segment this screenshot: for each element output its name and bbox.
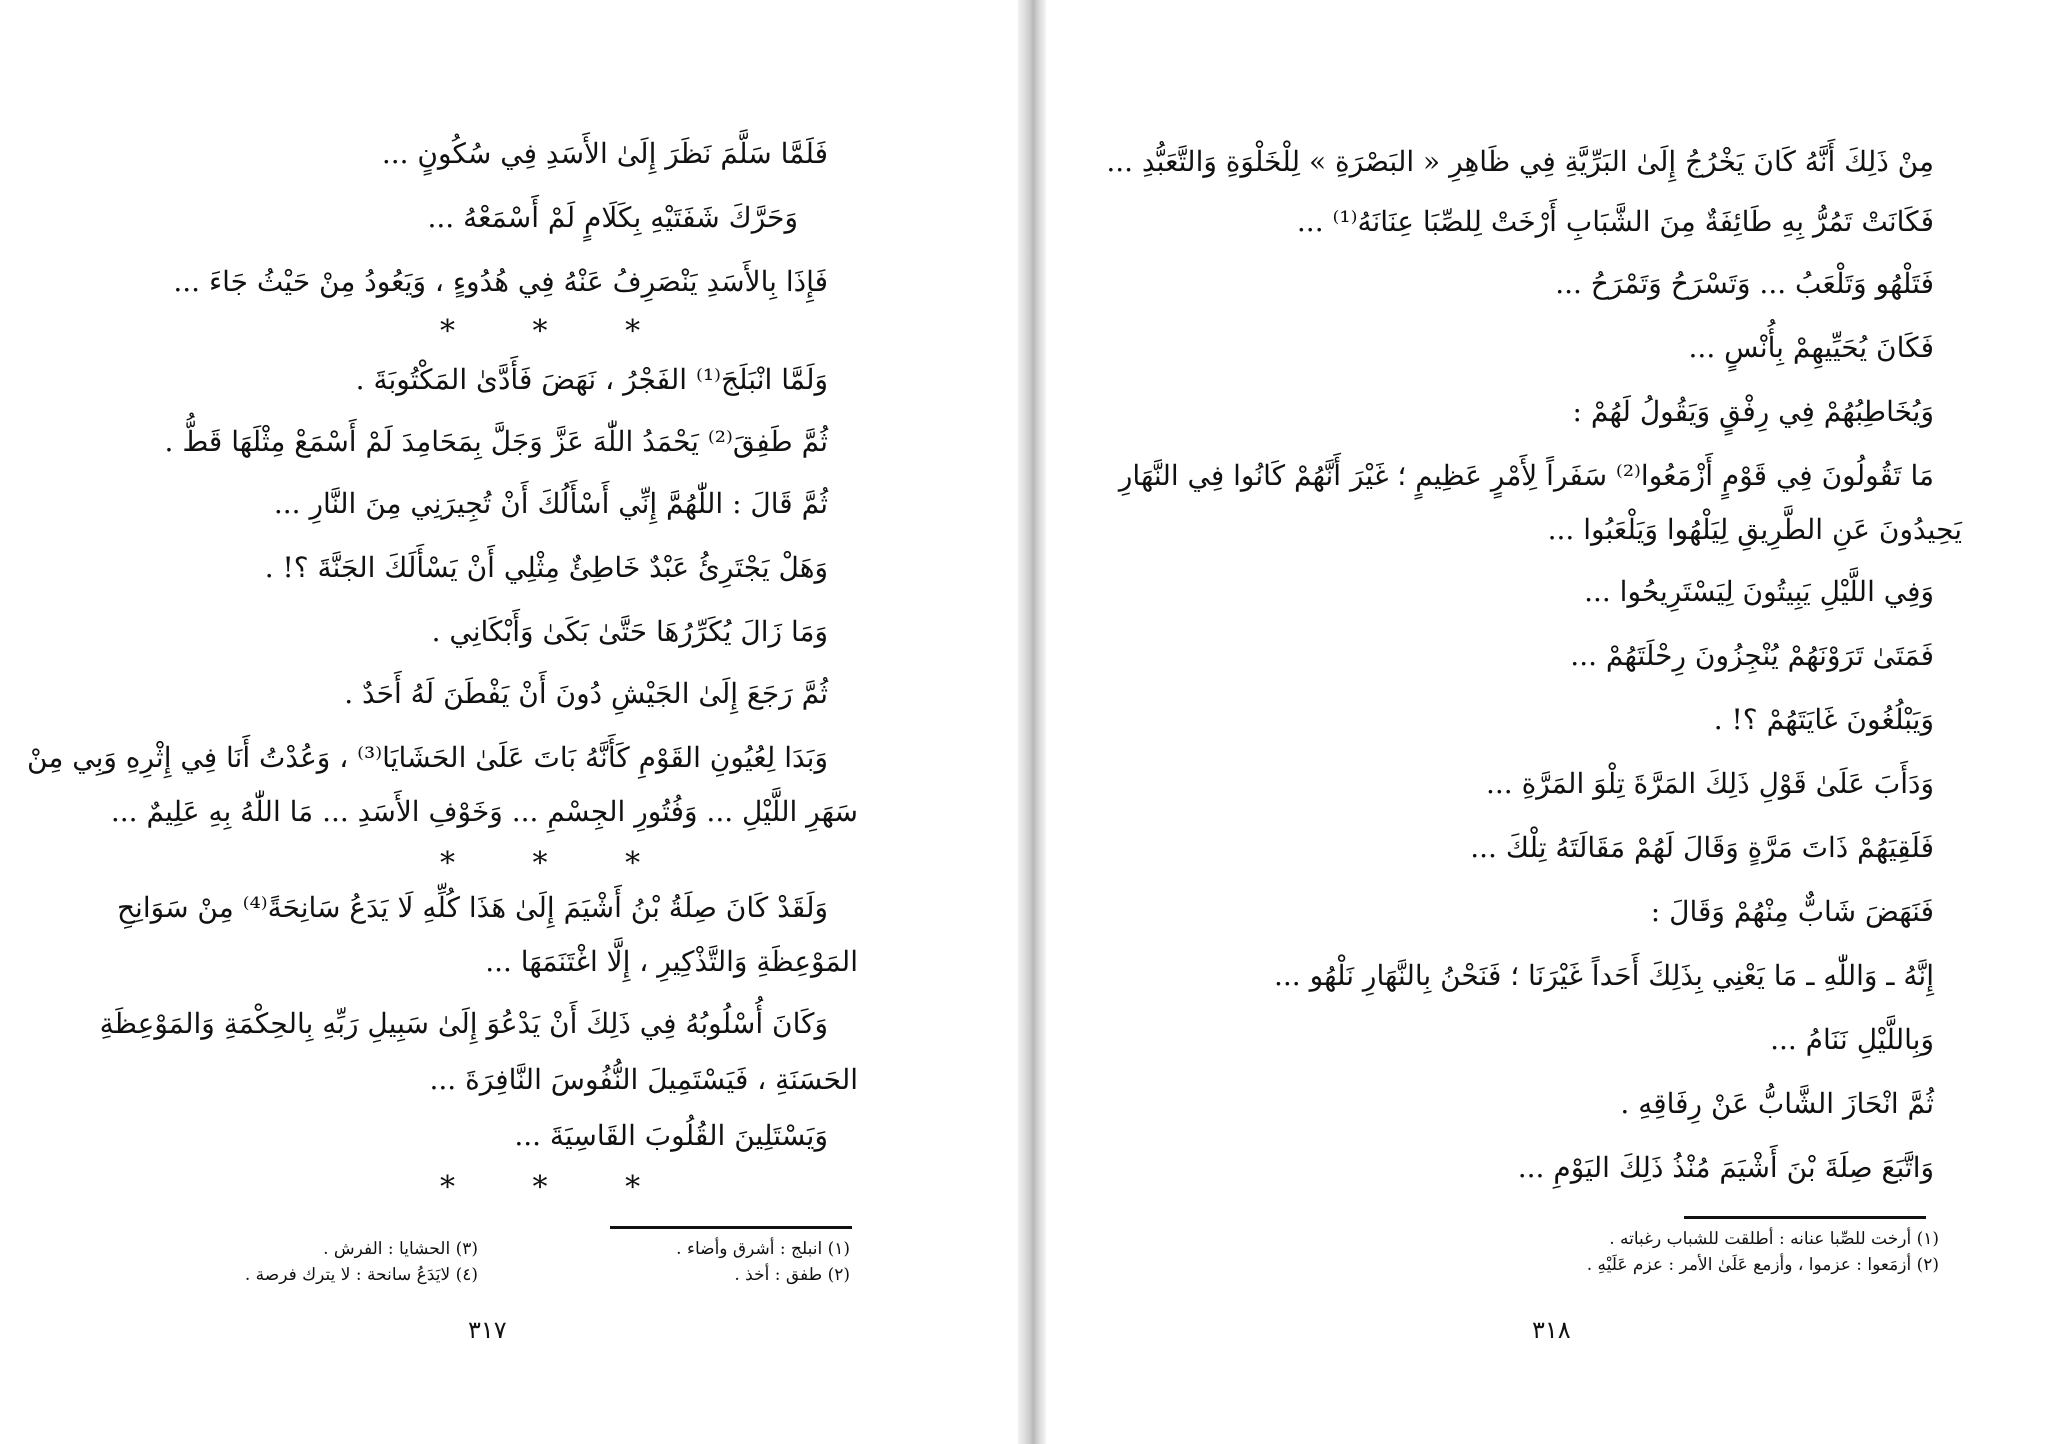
- text-line: وَحَرَّكَ شَفَتَيْهِ بِكَلَامٍ لَمْ أَسْمَعْهُ ...: [427, 201, 798, 234]
- footnote: (٢) طفق : أخذ .: [734, 1265, 850, 1285]
- text-line: وَكَانَ أُسْلُوبُهُ فِي ذَلِكَ أَنْ يَدْعُوَ إِلَىٰ سَبِيلِ رَبِّهِ بِالحِكْمَةِ وَالمَوْعِظَةِ: [99, 1007, 828, 1040]
- text-line: الحَسَنَةِ ، فَيَسْتَمِيلَ النُّفُوسَ النَّافِرَةَ ...: [429, 1063, 858, 1096]
- text-line: وَهَلْ يَجْتَرِئُ عَبْدٌ خَاطِئٌ مِثْلِي أَنْ يَسْأَلَكَ الجَنَّةَ ؟! .: [264, 551, 828, 584]
- text-line: وَيُخَاطِبُهُمْ فِي رِفْقٍ وَيَقُولُ لَهُمْ :: [1572, 395, 1934, 428]
- text-line: فَلَقِيَهُمْ ذَاتَ مَرَّةٍ وَقَالَ لَهُمْ مَقَالَتَهُ تِلْكَ ...: [1470, 831, 1934, 864]
- text-line: ثُمَّ انْحَازَ الشَّابُّ عَنْ رِفَاقِهِ .: [1620, 1087, 1934, 1120]
- text-line: فَلَمَّا سَلَّمَ نَظَرَ إِلَىٰ الأَسَدِ فِي سُكُونٍ ...: [381, 137, 828, 170]
- text-line: فَتَلْهُو وَتَلْعَبُ ... وَتَسْرَحُ وَتَمْرَحُ ...: [1555, 267, 1934, 300]
- footnote-rule: [1684, 1216, 1926, 1219]
- text-line: سَهَرِ اللَّيْلِ ... وَفُتُورِ الجِسْمِ ... وَخَوْفِ الأَسَدِ ... مَا اللّٰهُ بِهِ عَلِيمٌ ...: [110, 795, 858, 828]
- text-line: وَفِي اللَّيْلِ يَبِيتُونَ لِيَسْتَرِيحُوا ...: [1584, 575, 1934, 608]
- text-line: ثُمَّ رَجَعَ إِلَىٰ الجَيْشِ دُونَ أَنْ يَفْطَنَ لَهُ أَحَدٌ .: [344, 677, 828, 710]
- text-line: وَبَدَا لِعُيُونِ القَوْمِ كَأَنَّهُ بَاتَ عَلَىٰ الحَشَايَا⁽³⁾ ، وَعُدْتُ أَنَا فِي إِثْرِهِ وَبِي مِنْ: [27, 741, 828, 774]
- text-line: وَلَمَّا انْبَلَجَ⁽¹⁾ الفَجْرُ ، نَهَضَ فَأَدَّىٰ المَكْتُوبَةَ .: [355, 363, 828, 396]
- footnote-rule: [610, 1226, 852, 1229]
- footnote: (١) أرخت للصِّبا عنانه : أطلقت للشباب رغباته .: [1609, 1229, 1939, 1249]
- text-line: وَلَقَدْ كَانَ صِلَةُ بْنُ أَشْيَمَ إِلَىٰ هَذَا كُلِّهِ لَا يَدَعُ سَانِحَةً⁽⁴⁾ مِنْ سَوَانِحِ: [116, 891, 828, 924]
- text-line: إِنَّهُ ـ وَاللّٰهِ ـ مَا يَعْنِي بِذَلِكَ أَحَداً غَيْرَنَا ؛ فَنَحْنُ بِالنَّهَارِ نَلْهُو ...: [1274, 959, 1934, 992]
- text-line: وَمَا زَالَ يُكَرِّرُهَا حَتَّىٰ بَكَىٰ وَأَبْكَانِي .: [431, 615, 828, 648]
- text-line: وَاتَّبَعَ صِلَةَ بْنَ أَشْيَمَ مُنْذُ ذَلِكَ اليَوْمِ ...: [1517, 1151, 1934, 1184]
- text-line: ثُمَّ قَالَ : اللّٰهُمَّ إِنِّي أَسْأَلُكَ أَنْ تُجِيرَنِي مِنَ النَّارِ ...: [273, 487, 828, 520]
- footnote: (٤) لايَدَعُ سانحة : لا يترك فرصة .: [244, 1265, 478, 1285]
- text-line: وَيَسْتَلِينَ القُلُوبَ القَاسِيَةَ ...: [514, 1119, 828, 1152]
- text-line: وَيَبْلُغُونَ غَايَتَهُمْ ؟! .: [1713, 703, 1934, 736]
- section-separator: * * *: [440, 846, 675, 881]
- footnote: (٢) أزمَعوا : عزموا ، وأزمع عَلَىٰ الأمر : عزم عَلَيْهِ .: [1586, 1255, 1939, 1275]
- text-line: وَبِاللَّيْلِ نَنَامُ ...: [1770, 1023, 1934, 1056]
- text-line: يَحِيدُونَ عَنِ الطَّرِيقِ لِيَلْهُوا وَيَلْعَبُوا ...: [1547, 513, 1962, 546]
- section-separator: * * *: [440, 1170, 675, 1205]
- text-line: المَوْعِظَةِ وَالتَّذْكِيرِ ، إِلَّا اغْتَنَمَهَا ...: [485, 945, 858, 978]
- text-line: فَمَتَىٰ تَرَوْنَهُمْ يُنْجِزُونَ رِحْلَتَهُمْ ...: [1570, 639, 1934, 672]
- text-line: فَإِذَا بِالأَسَدِ يَنْصَرِفُ عَنْهُ فِي هُدُوءٍ ، وَيَعُودُ مِنْ حَيْثُ جَاءَ ...: [173, 265, 828, 298]
- text-line: فَكَانَ يُحَيِّيهِمْ بِأُنْسٍ ...: [1688, 331, 1934, 364]
- book-gutter: [1018, 0, 1046, 1444]
- footnote: (٣) الحشايا : الفرش .: [323, 1239, 478, 1259]
- footnote: (١) انبلج : أشرق وأضاء .: [676, 1239, 850, 1259]
- text-line: مِنْ ذَلِكَ أَنَّهُ كَانَ يَخْرُجُ إِلَىٰ البَرِّيَّةِ فِي ظَاهِرِ « البَصْرَةِ » لِلْخَلْوَةِ وَالتَّعَبُّدِ ...: [1106, 145, 1934, 178]
- book-page-right: [1046, 0, 2061, 1444]
- text-line: فَنَهَضَ شَابٌّ مِنْهُمْ وَقَالَ :: [1650, 895, 1934, 928]
- text-line: فَكَانَتْ تَمُرُّ بِهِ طَائِفَةٌ مِنَ الشَّبَابِ أَرْخَتْ لِلصِّبَا عِنَانَهُ⁽¹⁾ ...: [1296, 205, 1934, 238]
- page-number: ٣١٧: [468, 1316, 507, 1344]
- section-separator: * * *: [440, 314, 675, 349]
- book-page-left: [0, 0, 1018, 1444]
- text-line: ثُمَّ طَفِقَ⁽²⁾ يَحْمَدُ اللّٰهَ عَزَّ وَجَلَّ بِمَحَامِدَ لَمْ أَسْمَعْ مِثْلَهَا قَطُّ .: [164, 425, 828, 458]
- text-line: مَا تَقُولُونَ فِي قَوْمٍ أَزْمَعُوا⁽²⁾ سَفَراً لِأَمْرٍ عَظِيمٍ ؛ غَيْرَ أَنَّهُمْ كَانُوا فِي النَّهَارِ: [1118, 459, 1934, 492]
- text-line: وَدَأَبَ عَلَىٰ قَوْلِ ذَلِكَ المَرَّةَ تِلْوَ المَرَّةِ ...: [1486, 767, 1934, 800]
- page-number: ٣١٨: [1532, 1316, 1571, 1344]
